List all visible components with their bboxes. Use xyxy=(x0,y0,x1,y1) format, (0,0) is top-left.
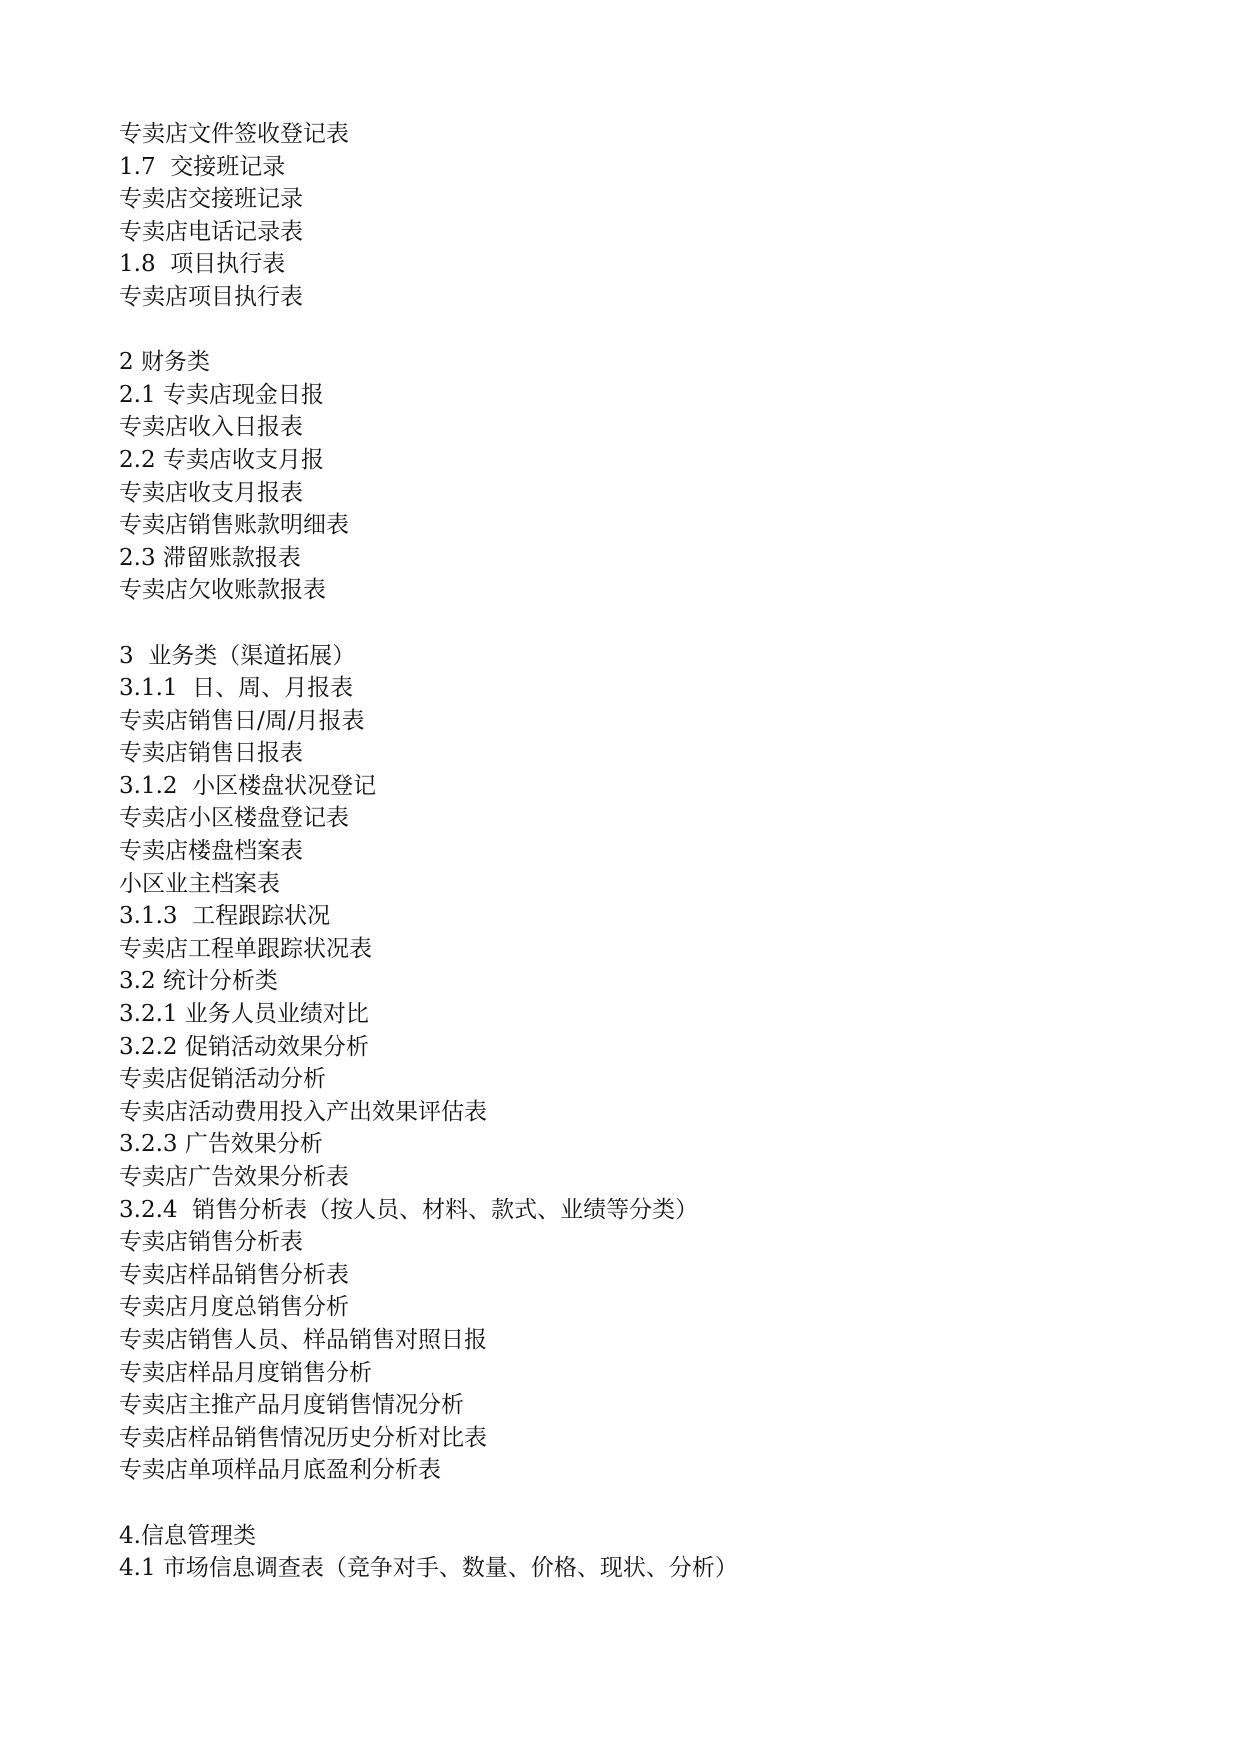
section-heading: 3.2.3 广告效果分析 xyxy=(119,1131,323,1158)
blank-line xyxy=(119,607,1119,640)
blank-line xyxy=(119,1487,1119,1520)
section-heading: 3.1.2 小区楼盘状况登记 xyxy=(119,772,377,799)
section-heading: 3.2 统计分析类 xyxy=(119,968,278,995)
text-line: 专卖店工程单跟踪状况表 xyxy=(119,935,372,962)
section-heading: 2.1 专卖店现金日报 xyxy=(119,381,324,408)
text-line: 专卖店活动费用投入产出效果评估表 xyxy=(119,1098,487,1125)
text-line: 专卖店样品销售情况历史分析对比表 xyxy=(119,1424,487,1451)
text-line: 专卖店楼盘档案表 xyxy=(119,838,303,865)
text-line: 专卖店项目执行表 xyxy=(119,283,303,310)
section-heading: 3.2.4 销售分析表（按人员、材料、款式、业绩等分类） xyxy=(119,1196,699,1223)
section-heading: 4.信息管理类 xyxy=(119,1522,256,1549)
document-content xyxy=(119,118,1119,1585)
section-heading: 3.2.2 促销活动效果分析 xyxy=(119,1033,369,1060)
text-line: 专卖店销售日/周/月报表 xyxy=(119,707,365,734)
text-line: 专卖店欠收账款报表 xyxy=(119,577,326,604)
text-line: 专卖店小区楼盘登记表 xyxy=(119,805,349,832)
section-heading: 3.2.1 业务人员业绩对比 xyxy=(119,1001,369,1028)
text-line: 专卖店销售分析表 xyxy=(119,1229,303,1256)
text-line: 专卖店单项样品月底盈利分析表 xyxy=(119,1457,441,1484)
section-heading: 2 财务类 xyxy=(119,349,210,376)
text-line: 专卖店月度总销售分析 xyxy=(119,1294,349,1321)
section-heading: 1.8 项目执行表 xyxy=(119,251,286,278)
text-line: 专卖店交接班记录 xyxy=(119,186,303,213)
section-heading: 2.3 滞留账款报表 xyxy=(119,544,301,571)
section-heading: 3.1.3 工程跟踪状况 xyxy=(119,903,331,930)
text-line: 专卖店销售账款明细表 xyxy=(119,512,349,539)
text-line: 专卖店促销活动分析 xyxy=(119,1066,326,1093)
section-heading: 2.2 专卖店收支月报 xyxy=(119,446,324,473)
text-line: 专卖店收支月报表 xyxy=(119,479,303,506)
section-heading: 4.1 市场信息调查表（竞争对手、数量、价格、现状、分析） xyxy=(119,1555,738,1582)
text-line: 专卖店销售日报表 xyxy=(119,740,303,767)
section-heading: 1.7 交接班记录 xyxy=(119,153,286,180)
text-line: 专卖店广告效果分析表 xyxy=(119,1164,349,1190)
text-line: 小区业主档案表 xyxy=(119,870,280,897)
section-heading: 3.1.1 日、周、月报表 xyxy=(119,675,354,702)
blank-line xyxy=(119,314,1119,347)
text-line: 专卖店销售人员、样品销售对照日报 xyxy=(119,1326,487,1353)
text-line: 专卖店收入日报表 xyxy=(119,414,303,441)
text-line: 专卖店样品销售分析表 xyxy=(119,1261,349,1288)
text-line: 专卖店文件签收登记表 xyxy=(119,121,349,147)
section-heading: 3 业务类（渠道拓展） xyxy=(119,642,356,669)
text-line: 专卖店主推产品月度销售情况分析 xyxy=(119,1392,464,1419)
text-line: 专卖店样品月度销售分析 xyxy=(119,1359,372,1386)
text-line: 专卖店电话记录表 xyxy=(119,218,303,245)
